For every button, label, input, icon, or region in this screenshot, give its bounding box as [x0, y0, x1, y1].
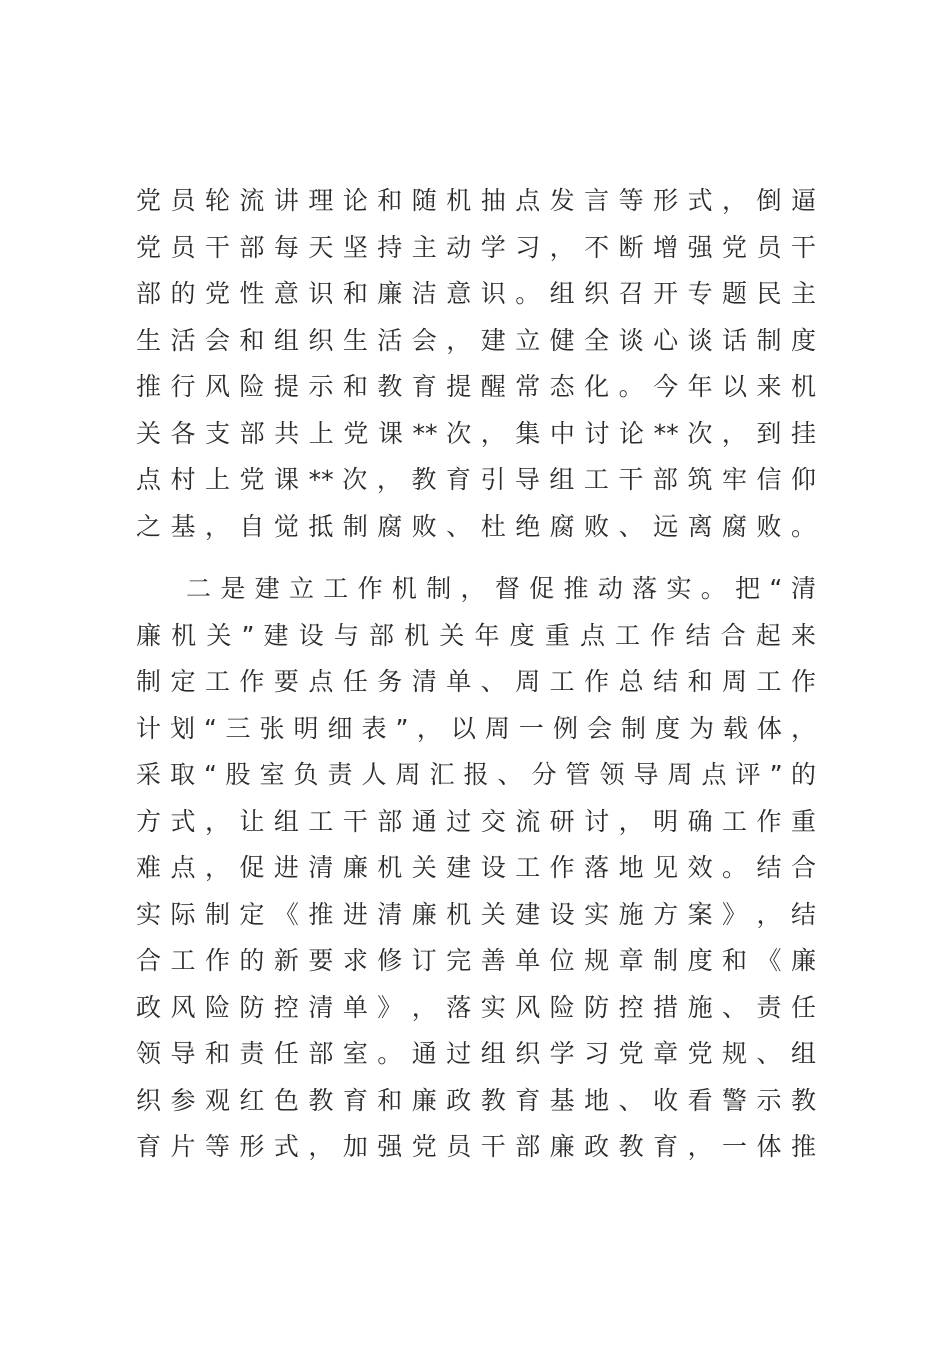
paragraph-line: 采 取 “ 股 室 负 责 人 周 汇 报 、 分 管 领 导 周 点 评 ” 的 — [136, 760, 816, 789]
paragraph-line: 方 式 ， 让 组 工 干 部 通 过 交 流 研 讨 ， 明 确 工 作 重 — [136, 806, 816, 836]
paragraph-line: 织 参 观 红 色 教 育 和 廉 政 教 育 基 地 、 收 看 警 示 教 — [136, 1085, 816, 1115]
paragraph-line: 二 是 建 立 工 作 机 制 ， 督 促 推 动 落 实 。 把 “ 清 — [186, 574, 816, 603]
paragraph-line: 育 片 等 形 式 ， 加 强 党 员 干 部 廉 政 教 育 ， 一 体 推 — [136, 1132, 816, 1161]
paragraph-line: 党 员 干 部 每 天 坚 持 主 动 学 习 ， 不 断 增 强 党 员 干 — [136, 232, 816, 262]
paragraph-line: 党 员 轮 流 讲 理 论 和 随 机 抽 点 发 言 等 形 式 ， 倒 逼 — [136, 186, 816, 215]
paragraph-line: 部 的 党 性 意 识 和 廉 洁 意 识 。 组 织 召 开 专 题 民 主 — [136, 279, 816, 308]
paragraph-line: 政 风 险 防 控 清 单 》 ， 落 实 风 险 防 控 措 施 、 责 任 — [136, 992, 816, 1022]
paragraph-1 — [136, 178, 816, 550]
paragraph-line: 点 村 上 党 课 ** 次 ， 教 育 引 导 组 工 干 部 筑 牢 信 仰 — [136, 465, 816, 494]
paragraph-line: 之 基 ， 自 觉 抵 制 腐 败 、 杜 绝 腐 败 、 远 离 腐 败 。 — [136, 511, 816, 541]
paragraph-line: 推 行 风 险 提 示 和 教 育 提 醒 常 态 化 。 今 年 以 来 机 — [136, 372, 816, 401]
paragraph-line: 合 工 作 的 新 要 求 修 订 完 善 单 位 规 章 制 度 和 《 廉 — [136, 946, 816, 975]
paragraph-line: 生 活 会 和 组 织 生 活 会 ， 建 立 健 全 谈 心 谈 话 制 度 — [136, 325, 816, 355]
paragraph-2 — [136, 566, 816, 1171]
paragraph-line: 廉 机 关 ” 建 设 与 部 机 关 年 度 重 点 工 作 结 合 起 来 — [136, 620, 816, 650]
paragraph-line: 计 划 “ 三 张 明 细 表 ” ， 以 周 一 例 会 制 度 为 载 体 ， — [136, 713, 816, 743]
paragraph-line: 关 各 支 部 共 上 党 课 ** 次 ， 集 中 讨 论 ** 次 ， 到 挂 — [136, 418, 816, 448]
paragraph-line: 领 导 和 责 任 部 室 。 通 过 组 织 学 习 党 章 党 规 、 组 — [136, 1039, 816, 1068]
paragraph-line: 制 定 工 作 要 点 任 务 清 单 、 周 工 作 总 结 和 周 工 作 — [136, 667, 816, 696]
paragraph-line: 难 点 ， 促 进 清 廉 机 关 建 设 工 作 落 地 见 效 。 结 合 — [136, 853, 816, 882]
paragraph-line: 实 际 制 定 《 推 进 清 廉 机 关 建 设 实 施 方 案 》 ， 结 — [136, 899, 816, 929]
